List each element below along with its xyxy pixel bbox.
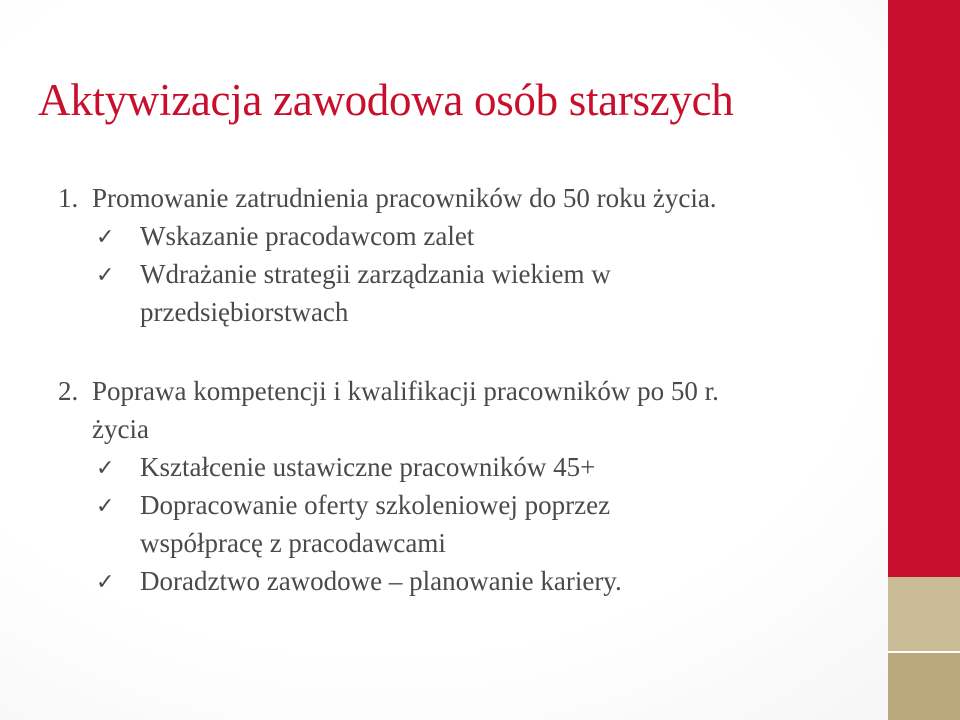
section-heading-2-line-1: Poprawa kompetencji i kwalifikacji pracowników po 50 r.	[92, 376, 719, 406]
bullet-1-1: Wskazanie pracodawcom zalet	[140, 221, 475, 251]
bullet-2-2-line-1: Dopracowanie oferty szkoleniowej poprzez	[140, 490, 611, 520]
check-icon: ✓	[96, 494, 115, 519]
bullet-1-2-line-2: przedsiębiorstwach	[140, 297, 349, 327]
section-heading-1: Promowanie zatrudnienia pracowników do 50 roku życia.	[92, 183, 717, 213]
check-icon: ✓	[96, 225, 115, 250]
check-icon: ✓	[96, 570, 115, 595]
section-heading-2-line-2: życia	[92, 414, 149, 444]
bullet-2-2-line-2: współpracę z pracodawcami	[140, 528, 446, 558]
section-number-1: 1.	[58, 183, 79, 213]
bullet-2-3: Doradztwo zawodowe – planowanie kariery.	[140, 566, 622, 596]
sidebar-tan-block-lower	[888, 653, 960, 720]
section-number-2: 2.	[58, 376, 79, 406]
bullet-1-2-line-1: Wdrażanie strategii zarządzania wiekiem w	[140, 259, 611, 289]
sidebar-tan-block-upper	[888, 577, 960, 651]
slide-title: Aktywizacja zawodowa osób starszych	[38, 75, 734, 125]
check-icon: ✓	[96, 456, 115, 481]
bullet-2-1: Kształcenie ustawiczne pracowników 45+	[140, 452, 596, 482]
check-icon: ✓	[96, 263, 115, 288]
